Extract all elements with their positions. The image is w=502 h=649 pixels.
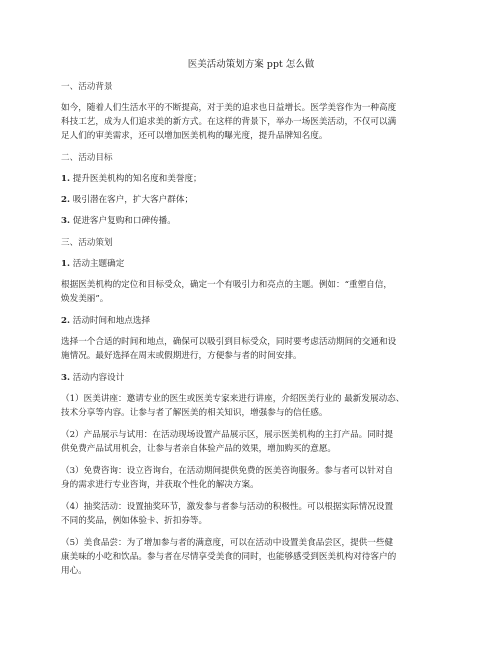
section-heading-goals: 二、活动目标 [61,153,113,163]
subsection-heading-time-place [61,314,150,326]
section-heading-plan: 三、活动策划 [61,238,113,248]
paragraph-line: 根据医美机构的定位和目标受众，确定一个有吸引力和亮点的主题。例如：“重塑自信， [61,280,392,290]
paragraph-line: （4）抽奖活动：设置抽奖环节，激发参与者参与活动的积极性。可以根据实际情况设置 [61,502,394,512]
paragraph-line: （1）医美讲座：邀请专业的医生或医美专家来进行讲座，介绍医美行业的 最新发展动态、 [61,394,405,404]
goal-item [61,172,202,184]
subsection-title: 活动时间和地点选择 [72,316,151,326]
paragraph-line: 用心。 [61,566,87,576]
goal-item [61,193,193,205]
goal-text: 促进客户复购和口碑传播。 [72,216,176,226]
paragraph-line: （3）免费咨询：设立咨询台，在活动期间提供免费的医美咨询服务。参与者可以针对自 [61,466,394,476]
subsection-number: 1. [61,259,70,269]
paragraph-line: 科技工艺，成为人们追求美的新方式。在这样的背景下，举办一场医美活动，不仅可以满 [61,117,397,127]
section-heading-background: 一、活动背景 [61,82,113,92]
subsection-heading-content [61,371,124,383]
paragraph-line: 不同的奖品，例如体验卡、折扣券等。 [61,516,208,526]
subsection-number: 3. [61,373,70,383]
document-title: 医美活动策划方案 ppt 怎么做 [187,59,315,70]
paragraph-line: 康美味的小吃和饮品。参与者在尽情享受美食的同时，也能够感受到医美机构对待客户的 [61,552,397,562]
goal-number: 3. [61,216,70,226]
paragraph-line: 身的需求进行专业咨询，并获取个性化的解决方案。 [61,480,259,490]
goal-text: 吸引潜在客户，扩大客户群体； [72,195,194,205]
paragraph-line: 焕发美丽”。 [61,294,109,304]
paragraph-line: 施情况。最好选择在周末或假期进行，方便参与者的时间安排。 [61,351,302,361]
subsection-title: 活动主题确定 [72,259,125,269]
goal-text: 提升医美机构的知名度和美誉度； [72,174,202,184]
paragraph-line: 供免费产品试用机会，让参与者亲自体验产品的效果，增加购买的意愿。 [61,444,337,454]
subsection-number: 2. [61,316,70,326]
paragraph-line: （2）产品展示与试用：在活动现场设置产品展示区，展示医美机构的主打产品。同时提 [61,430,394,440]
goal-number: 1. [61,174,70,184]
paragraph-line: 如今，随着人们生活水平的不断提高，对于美的追求也日益增长。医学美容作为一种高度 [61,103,397,113]
paragraph-line: 技术分享等内容。让参与者了解医美的相关知识，增强参与的信任感。 [61,408,328,418]
paragraph-line: （5）美食品尝：为了增加参与者的满意度，可以在活动中设置美食品尝区，提供一些健 [61,538,394,548]
goal-item [61,214,176,226]
paragraph-line: 选择一个合适的时间和地点，确保可以吸引到目标受众，同时要考虑活动期间的交通和设 [61,337,397,347]
subsection-heading-theme [61,257,124,269]
paragraph-line: 足人们的审美需求，还可以增加医美机构的曝光度，提升品牌知名度。 [61,131,328,141]
subsection-title: 活动内容设计 [72,373,125,383]
goal-number: 2. [61,195,70,205]
